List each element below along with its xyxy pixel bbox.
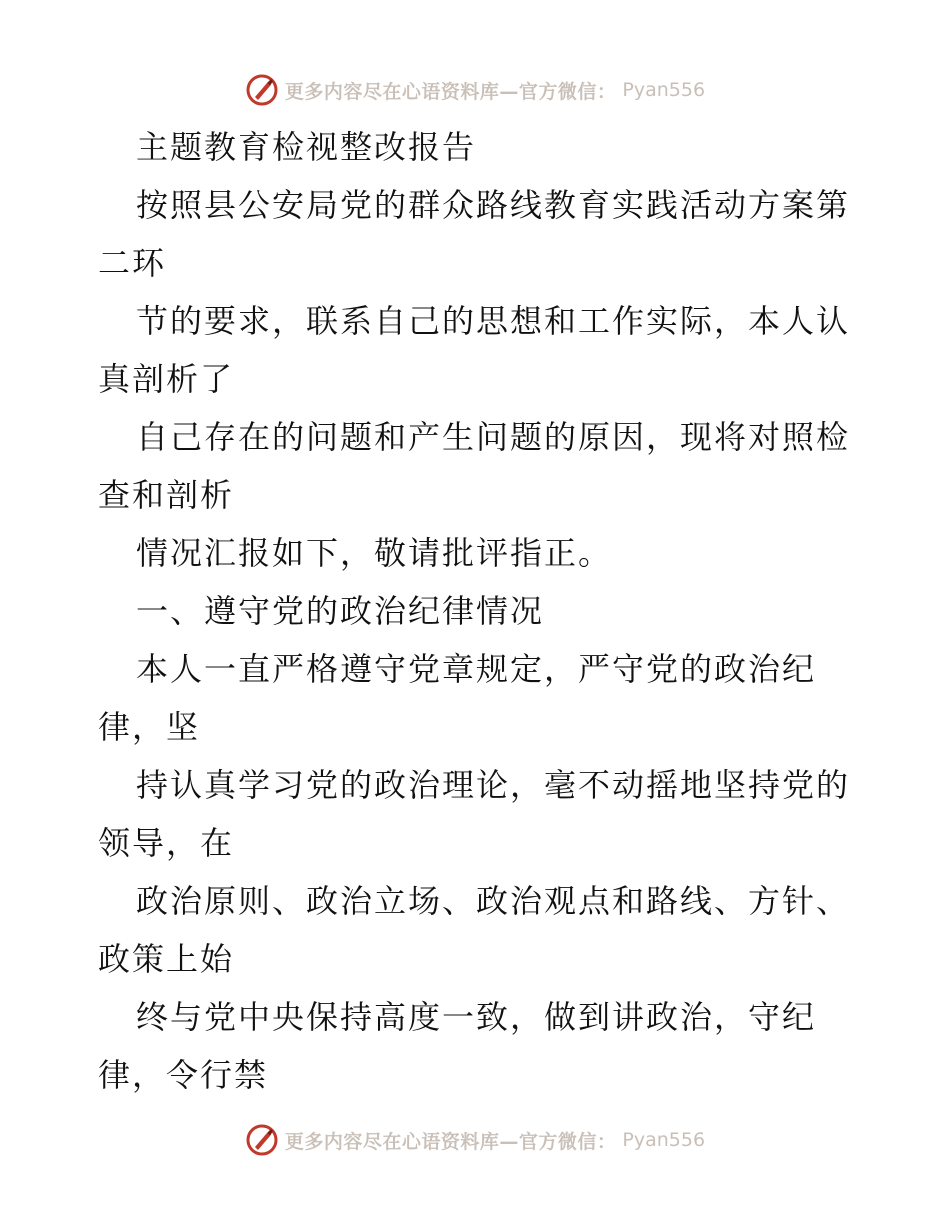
text-line: 真剖析了 [98, 360, 235, 398]
text-line: 查和剖析 [98, 476, 235, 514]
document-title: 主题教育检视整改报告 [136, 128, 477, 166]
pen-logo-icon [245, 1123, 279, 1157]
watermark-text: 更多内容尽在心语资料库—官方微信： [284, 1130, 617, 1153]
text-line: 节的要求，联系自己的思想和工作实际，本人认 [136, 302, 851, 340]
text-line: 终与党中央保持高度一致，做到讲政治，守纪 [136, 998, 817, 1036]
text-line: 本人一直严格遵守党章规定，严守党的政治纪 [136, 650, 817, 688]
text-line: 律，令行禁 [98, 1056, 269, 1094]
text-line: 情况汇报如下，敬请批评指正。 [136, 534, 613, 572]
watermark-banner-top [0, 70, 950, 110]
watermark-banner-bottom [0, 1120, 950, 1160]
watermark-handle: Pyan556 [622, 79, 706, 101]
text-line: 二环 [98, 244, 167, 282]
document-body [98, 118, 858, 1104]
text-line: 律，坚 [98, 708, 201, 746]
pen-logo-icon [245, 73, 279, 107]
text-line: 自己存在的问题和产生问题的原因，现将对照检 [136, 418, 851, 456]
text-line: 政治原则、政治立场、政治观点和路线、方针、 [136, 882, 851, 920]
text-line: 一、遵守党的政治纪律情况 [136, 592, 545, 630]
watermark-text: 更多内容尽在心语资料库—官方微信： [284, 80, 617, 103]
watermark-handle: Pyan556 [622, 1129, 706, 1151]
text-line: 政策上始 [98, 940, 235, 978]
text-line: 领导，在 [98, 824, 235, 862]
text-line: 持认真学习党的政治理论，毫不动摇地坚持党的 [136, 766, 851, 804]
text-line: 按照县公安局党的群众路线教育实践活动方案第 [136, 186, 851, 224]
